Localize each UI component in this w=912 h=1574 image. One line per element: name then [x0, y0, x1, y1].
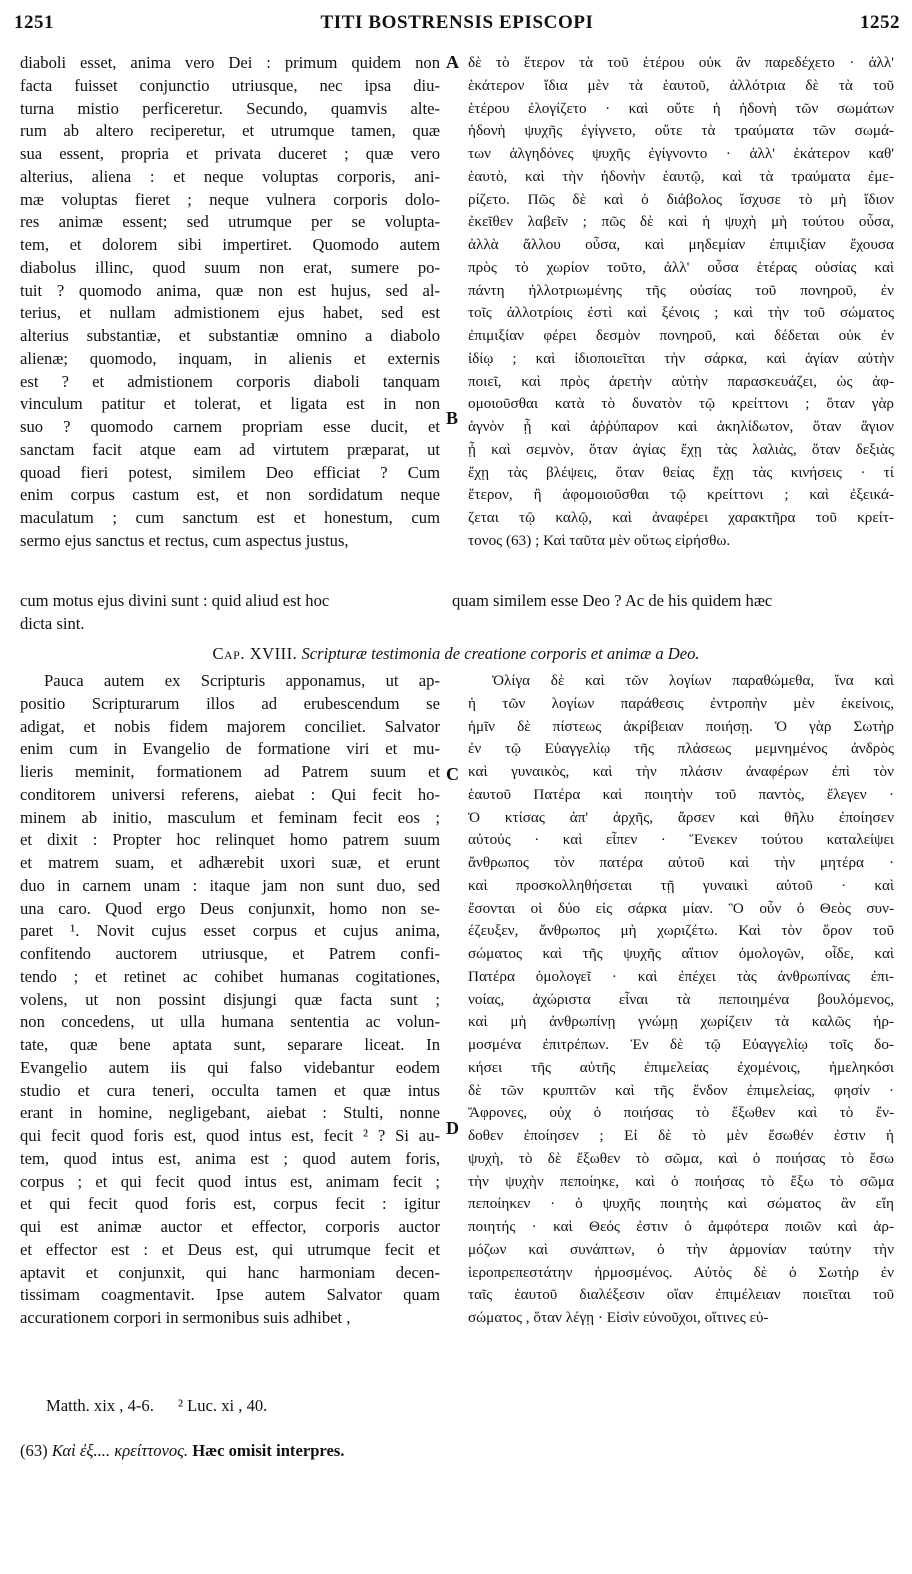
text-line: ἑτέρου ἐλογίζετο · καὶ οὔτε ἡ ἡδονὴ τῶν σωμάτων [468, 99, 894, 117]
note-greek: Καὶ ἐξ.... κρείττονος. [51, 1441, 189, 1460]
text-line: ἕτερον, ἢ ἀφομοιοῦσθαι τῷ κρείττονι ; καὶ ἐξεικά- [468, 486, 894, 504]
margin-letter-b: B [446, 408, 459, 428]
text-line: diaboli esset, anima vero Dei : primum quidem non [20, 53, 440, 72]
page-header [14, 12, 900, 42]
text-line: τοῖς ἀλλοτρίοις ἐστὶ καὶ ξένοις ; καὶ τὴν τοῦ σώματος [468, 304, 894, 322]
footnote-2: ² Luc. xi , 40. [178, 1396, 268, 1415]
text-line: δὲ τὸ ἕτερον τὰ τοῦ ἑτέρου οὐκ ἂν παρεδέχετο · ἀλλ' [468, 54, 894, 71]
text-line: aptavit et conjunxit, qui hanc harmoniam decen- [20, 1262, 440, 1282]
footnotes [46, 1395, 267, 1417]
note-latin: Hæc omisit interpres. [192, 1441, 345, 1460]
text-line: τὴν ψυχὴν πεποίηκε, καὶ ὁ ποιήσας τὸ ἔξω τὸ σῶμα [468, 1172, 894, 1190]
text-line: ἀλλὰ ἄλλου οὖσα, καὶ μηδεμίαν ἐπιμιξίαν ἔχουσα [468, 236, 894, 253]
text-line: tate, quæ bene aptata sunt, separare liceat. In [20, 1035, 440, 1054]
note-number: (63) [20, 1441, 48, 1460]
text-line: mæ voluptas fieret ; neque vulnera corporis dolo- [20, 189, 440, 209]
text-line: ἐκεῖθεν λαβεῖν ; πῶς δὲ καὶ ἡ ψυχὴ μὴ τούτου οὖσα, [468, 213, 894, 231]
text-line: positio Scripturarum illos ad erubescendum se [20, 693, 440, 713]
text-line: alterius substantiæ, et substantiæ omnino a diabolo [20, 326, 440, 345]
text-line: qui fecit quod foris est, quod intus est, fecit ² ? Si au- [20, 1126, 440, 1145]
text-line: maculatum ; cum sanctum est et honestum, cum [20, 508, 440, 527]
text-line: erant in homine, negligebant, aiebat : Stulti, nonne [20, 1103, 440, 1123]
text-line: ἡ τῶν λογίων παράθεσις ἐντροπὴν μὲν ἐκείνοις, [468, 694, 894, 712]
margin-letter-c: C [446, 764, 459, 784]
text-line: duo in carnem unam : itaque jam non sunt duo, sed [20, 875, 440, 895]
text-line: res animæ essent; sed utrumque per se volupta- [20, 212, 440, 232]
text-line: Ὀλίγα δὲ καὶ τῶν λογίων παραθώμεθα, ἵνα καὶ [492, 672, 894, 689]
text-line: κήσει τῆς αὐτῆς ἐπιμελείας ἐχομένοις, ἠμεληκόσι [468, 1058, 894, 1076]
text-line: alienæ; quomodo, inquam, in alienis et externis [20, 348, 440, 368]
text-line: tem, et dolorem sibi impertiret. Quomodo autem [20, 235, 440, 254]
text-line: confitendo auctorem utriusque, et Patrem confi- [20, 944, 440, 963]
chapter-heading [0, 643, 912, 665]
text-line: τονος (63) ; Καὶ ταῦτα μὲν οὕτως εἰρήσθω. [468, 531, 731, 549]
text-line: diabolus illinc, quod suum non erat, sumere po- [20, 257, 440, 277]
text-line: et matrem suam, et adhærebit uxori suæ, et erunt [20, 853, 440, 872]
text-line: Pauca autem ex Scripturis apponamus, ut ap- [44, 671, 440, 690]
spanning-line-latin-continued: quam similem esse Deo ? Ac de his quidem hæc [452, 591, 773, 610]
text-line: tuit ? quomodo anima, quæ non est hujus, sed al- [20, 280, 440, 300]
text-line: ταῖς ἑαυτοῦ διαλέξεσιν οἵαν ἐπιμέλειαν ποιεῖται τοῦ [468, 1286, 894, 1304]
text-line: accurationem corpori in sermonibus suis adhibet , [20, 1308, 351, 1327]
page-number-right: 1252 [860, 12, 900, 33]
text-line: μόζων καὶ συνάπτων, ὁ τὴν ἁρμονίαν ταύτην τὴν [468, 1240, 894, 1258]
text-line: αὐτούς · καὶ εἶπεν · Ἕνεκεν τούτου καταλείψει [468, 831, 894, 849]
text-line: non concedens, ut ulla humana sententia ac volun- [20, 1012, 440, 1032]
text-line: ἔσονται οἱ δύο εἰς σάρκα μίαν. Ὃ οὖν ὁ Θεὸς συν- [468, 899, 894, 917]
text-line: πάντη ἠλλοτριωμένης τῆς οὐσίας τοῦ πονηροῦ, ἐν [468, 281, 894, 299]
text-line: ἡμῖν δὲ πίστεως ἀκρίβειαν ποιήσῃ. Ὁ γὰρ Σωτὴρ [468, 717, 894, 735]
text-line: ἑαυτοῦ Πατέρα καὶ ποιητὴν τοῦ παντὸς, ἔλεγεν · [468, 785, 894, 803]
text-line: Evangelio autem iis qui falso videbantur eodem [20, 1057, 440, 1077]
text-line: ποιητής · καὶ Θεός ἐστιν ὁ ἀμφότερα ποιῶν καὶ ἁρ- [468, 1218, 894, 1235]
text-line: enim corpus castum est, et non sordidatum neque [20, 485, 440, 505]
text-line: μοσμένα ἐπιτρέπων. Ἐν δὲ τῷ Εὐαγγελίῳ τοῖς δο- [468, 1036, 894, 1053]
text-line: sanctam facit atque eam ad virtutem præparat, ut [20, 439, 440, 459]
text-line: ἑκάτερον ἴδια μὲν τὰ ἑαυτοῦ, ἀλλότρια δὲ τὰ τοῦ [468, 76, 894, 94]
text-line: ρίζετο. Πῶς δὲ καὶ ὁ διάβολος ἴσχυσε τὸ μὴ ἴδιον [468, 190, 894, 208]
footnote-1: Matth. xix , 4-6. [46, 1396, 154, 1415]
text-line: των ἀλγηδόνες ψυχῆς ἐγίγνοντο · ἀλλ' ἑκάτερον καθ' [468, 145, 894, 162]
text-line: quoad fieri potest, similem Deo efficiat ? Cum [20, 462, 440, 482]
margin-letter-a: A [446, 52, 459, 72]
text-line: una caro. Quod ergo Deus conjunxit, homo non se- [20, 898, 440, 918]
text-line: turna mistio perficeretur. Secundo, quamvis alte- [20, 98, 440, 118]
text-line: terius, et nullam admistionem ejus habet, sed est [20, 303, 440, 323]
text-line: ᾖ καὶ σεμνὸν, ὅταν ἁγίας ἔχῃ τὰς λαλιὰς, ὅταν δεξιὰς [468, 440, 894, 458]
text-line: ἰδίῳ ; καὶ ἰδιοποιεῖται τὴν σάρκα, καὶ ἁγίαν αὐτὴν [468, 349, 894, 367]
text-line: Πατέρα ὁμολογεῖ · καὶ ἐπέχει τὰς ἀνθρωπίνας ἐπι- [468, 967, 894, 985]
text-line: studio et cura teneri, occulta tamen et quæ intus [20, 1080, 440, 1100]
latin-column-bottom [20, 670, 440, 1386]
text-line: corpus ; et qui fecit quod intus est, animam fecit ; [20, 1171, 440, 1191]
text-line: ζεται τῷ καλῷ, καὶ ἀναφέρει χαρακτῆρα τοῦ κρείτ- [468, 509, 894, 526]
text-line: et effector est : et Deus est, qui utrumque fecit et [20, 1239, 440, 1259]
text-line: sua essent, propria et privata duceret ; quæ vero [20, 144, 440, 163]
text-line: ἔχῃ τὰς βλέψεις, ὅταν θείας ἔχῃ τὰς κινήσεις · τί [468, 463, 894, 481]
text-line: conditorem universi referens, aiebat : Qui fecit ho- [20, 784, 440, 804]
text-line: ἄνθρωπος τὸν πατέρα αὐτοῦ καὶ τὴν μητέρα · [468, 854, 894, 871]
text-line: έζευξεν, ἄνθρωπος μὴ χωριζέτω. Καὶ τὸν ὅρον τοῦ [468, 922, 894, 940]
text-line: ἡδονὴ ψυχῆς ἐγίγνετο, οὔτε τὰ τραύματα τῶν σωμά- [468, 122, 894, 140]
closing-words: dicta sint. [20, 614, 85, 633]
text-line: et qui fecit quod foris est, corpus fecit : igitur [20, 1194, 440, 1214]
text-line: rum ab altero reciperetur, et utrumque tamen, quæ [20, 121, 440, 141]
text-line: ἱεροπρεπεστάτην ἡρμοσμένος. Αὐτὸς δὲ ὁ Σωτὴρ ἐν [468, 1263, 894, 1281]
text-line: πρὸς τὸ χωρίον τοῦτο, ἀλλ' οὖσα ἑτέρας οὐσίας καὶ [468, 258, 894, 276]
text-line: vinculum patitur et tolerat, et ligata est in non [20, 394, 440, 414]
chapter-number: Cap. XVIII. [212, 644, 298, 663]
text-line: νοίας, ἀχώριστα εἶναι τὰ πεποιημένα βουλόμενος, [468, 990, 894, 1008]
text-line: ομοιοῦσθαι κατὰ τὸ δυνατὸν τῷ κρείττονι ; ὅταν γὰρ [468, 395, 894, 413]
text-line: σώματος , ὅταν λέγῃ · Εἰσὶν εὐνοῦχοι, οἵτινες εὐ- [468, 1309, 769, 1326]
greek-column-bottom [468, 670, 894, 1386]
text-line: adigat, et nobis fidem majorem conciliet. Salvator [20, 716, 440, 736]
text-line: est ? et admistionem corporis diaboli tanquam [20, 371, 440, 391]
text-line: et dixit : Propter hoc relinquet homo patrem suum [20, 830, 440, 850]
text-line: facta fuisset conjunctio utriusque, nec ipsa diu- [20, 75, 440, 95]
text-line: καὶ μὴ ἀνθρωπίνῃ γνώμῃ χωρίζειν τὰ καλῶς ἡρ- [468, 1013, 894, 1031]
text-line: Ἄφρονες, οὐχ ὁ ποιήσας τὸ ἔξωθεν καὶ τὸ ἔν- [468, 1104, 894, 1122]
text-line: ψυχὴ, τὸ δὲ ἔξωθεν τὸ σῶμα, καὶ ὁ ποιήσας τὸ ἔσω [468, 1149, 894, 1167]
text-line: tem, quod intus est, anima est ; quod autem foris, [20, 1148, 440, 1168]
text-line: Ὁ κτίσας ἀπ' ἀρχῆς, ἄρσεν καὶ θῆλυ ἐποίησεν [468, 808, 894, 826]
text-line: ἁγνὸν ᾖ καὶ ἀῤῥύπαρον καὶ ἀκηλίδωτον, ὅταν ἅγιον [468, 418, 894, 435]
text-line: minem ab initio, masculum et feminam fecit eos ; [20, 807, 440, 827]
text-line: paret ¹. Novit cujus esset corpus et cujus anima, [20, 921, 440, 941]
text-line: suo ? quomodo carnem propriam esse ducit, et [20, 417, 440, 436]
spanning-line-latin: cum motus ejus divini sunt : quid aliud est hoc [20, 591, 330, 610]
text-line: ἑαυτὸ, καὶ τὴν ἡδονὴν ἑαυτῷ, καὶ τὰ τραύματα ἐμε- [468, 167, 894, 185]
text-line: ἐν τῷ Εὐαγγελίῳ τῆς πλάσεως μεμνημένος ἀνδρὸς [468, 740, 894, 758]
latin-column-top [20, 52, 440, 588]
page-number-left: 1251 [14, 12, 54, 33]
text-line: tissimam coagmentavit. Ipse autem Salvator quam [20, 1285, 440, 1305]
text-line: volens, ut non possint disjungi quæ facta sunt ; [20, 989, 440, 1009]
text-line: καὶ γυναικὸς, καὶ τὴν πλάσιν ἀναφέρων ἐπὶ τὸν [468, 763, 894, 780]
text-line: lieris meminit, formationem ad Patrem suum et [20, 762, 440, 781]
greek-column-top [468, 52, 894, 588]
text-line: qui est animæ auctor et effector, corporis auctor [20, 1217, 440, 1236]
text-line: tendo ; et retinet ac cohibet humanas cogitationes, [20, 966, 440, 986]
chapter-title: Scripturæ testimonia de creatione corporis et animæ a Deo. [301, 644, 700, 663]
editor-note [20, 1440, 344, 1462]
text-line: ποιεῖ, καὶ πρὸς ἀρετὴν αὐτὴν παρασκευάζει, ὡς ἀφ- [468, 372, 894, 390]
text-line: σώματος καὶ τῆς ψυχῆς αἴτιον ὁμολογῶν, οἶδε, καὶ [468, 945, 894, 962]
text-line: enim cum in Evangelio de formatione viri et mu- [20, 739, 440, 759]
text-line: καὶ προσκολληθήσεται τῇ γυναικὶ αὐτοῦ · καὶ [468, 876, 894, 894]
text-line: ἐπιμιξίαν φέρει δεσμὸν πονηροῦ, καὶ δέδεται οὐκ ἐν [468, 327, 894, 344]
text-line: alterius, aliena : et neque voluptas corporis, ani- [20, 166, 440, 186]
text-line: δὲ τῶν κρυπτῶν καὶ τῆς ἔνδον ἐπιμελείας, φησίν · [468, 1081, 894, 1099]
margin-letter-d: D [446, 1118, 459, 1138]
text-line: δοθεν ἐποίησεν ; Εἰ δὲ τὸ μὲν ἔσωθέν ἐστιν ἡ [468, 1127, 894, 1144]
running-title: TITI BOSTRENSIS EPISCOPI [320, 12, 594, 33]
text-line: sermo ejus sanctus et rectus, cum aspectus justus, [20, 530, 349, 550]
text-line: πεποίηκεν · ὁ ψυχῆς ποιητὴς καὶ σώματος ἂν εἴη [468, 1195, 894, 1213]
